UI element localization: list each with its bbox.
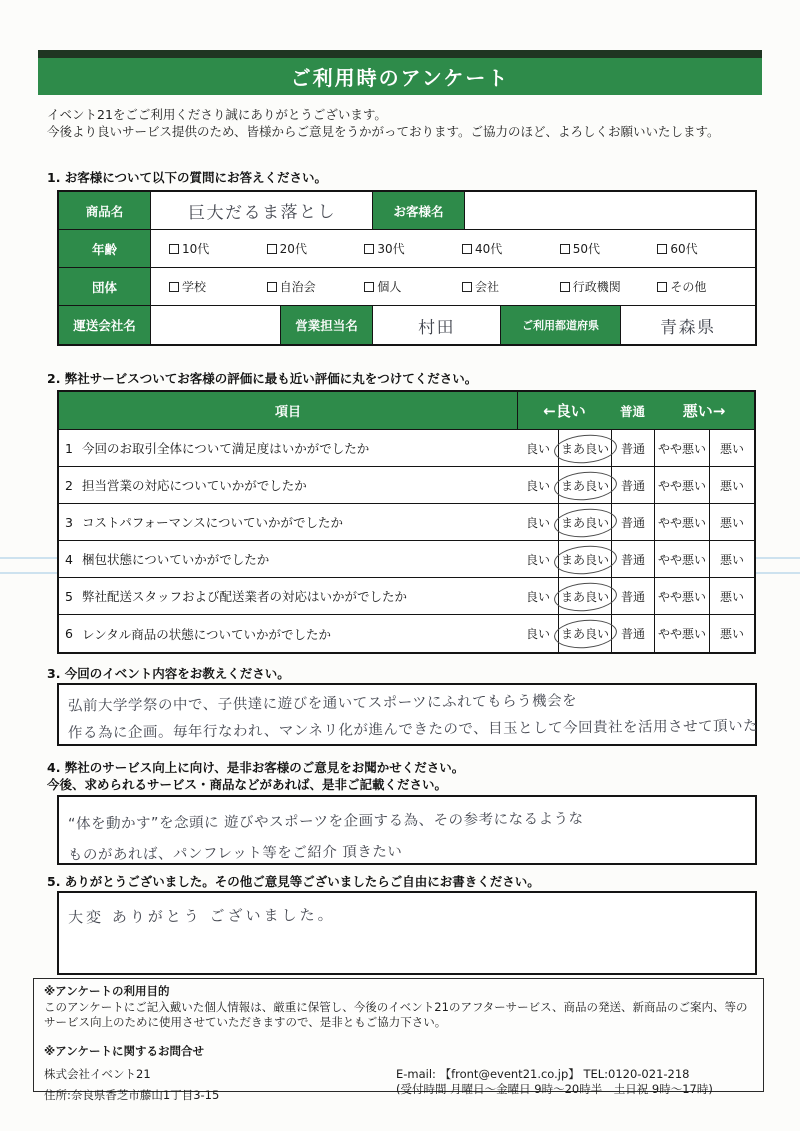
intro-text	[47, 106, 763, 140]
eval-question: コストパフォーマンスについていかがでしたか	[82, 515, 344, 530]
contact-hours: (受付時間 月曜日～金曜日 9時～20時半 土日祝 9時～17時)	[396, 1082, 713, 1096]
rating-fairly-good-circled: まあ良い	[560, 589, 609, 604]
age-option	[657, 240, 755, 257]
group-option	[560, 278, 658, 295]
product-name-row	[59, 192, 755, 230]
group-option-label: 会社	[475, 280, 500, 294]
customer-info-table	[57, 190, 757, 346]
contact-title: ※アンケートに関するお問合せ	[44, 1044, 204, 1058]
purpose-title: ※アンケートの利用目的	[44, 984, 170, 998]
eval-row-number: 2	[65, 477, 73, 493]
age-option	[169, 240, 267, 257]
company-address: 住所:奈良県香芝市藤山1丁目3-15	[44, 1088, 220, 1102]
group-option	[364, 278, 462, 295]
eval-header-bad: 悪い→	[682, 402, 726, 420]
rating-bad: 悪い	[719, 552, 744, 567]
rating-bad: 悪い	[719, 478, 744, 493]
group-option	[267, 278, 365, 295]
rating-bad: 悪い	[719, 589, 744, 604]
age-options	[151, 230, 755, 267]
group-row	[59, 268, 755, 306]
sales-rep-label: 営業担当名	[281, 306, 373, 344]
shipping-company-label: 運送会社名	[59, 306, 151, 344]
eval-header-normal: 普通	[619, 403, 645, 419]
sales-rep-field	[373, 306, 501, 344]
contact-email: E-mail: 【front@event21.co.jp】 TEL:0120-021-218	[396, 1067, 690, 1081]
product-name-field	[151, 192, 373, 229]
eval-row-number: 6	[65, 626, 73, 641]
checkbox-icon	[462, 244, 472, 254]
rating-good: 良い	[525, 627, 550, 641]
rating-somewhat-bad: やや悪い	[657, 627, 706, 641]
eval-question: レンタル商品の状態についていかがでしたか	[82, 626, 331, 642]
age-option-label: 60代	[670, 242, 698, 256]
intro-line-2: 今後より良いサービス提供のため、皆様からご意見をうかがっております。ご協力のほど、よろしくお願いいたします。	[47, 124, 720, 139]
age-option	[267, 240, 365, 257]
checkbox-icon	[560, 244, 570, 254]
sales-rep-handwritten: 村田	[417, 317, 456, 338]
eval-question: 今回のお取引全体について満足度はいかがでしたか	[82, 441, 370, 456]
footer-box	[33, 978, 764, 1102]
rating-normal: 普通	[620, 627, 645, 641]
rating-fairly-good-circled: まあ良い	[560, 552, 609, 567]
rating-normal: 普通	[620, 515, 645, 530]
product-name-handwritten: 巨大だるま落とし	[187, 202, 336, 224]
purpose-body: このアンケートにご記入戴いた個人情報は、厳重に保管し、今後のイベント21のアフターサービス、商品の発送、新商品のご案内、等のサービス向上のために使用させていただきますので、是非ともご協力下さい。	[44, 1000, 748, 1029]
checkbox-icon	[364, 282, 374, 292]
shipping-company-field	[151, 306, 281, 344]
contact-left-column	[44, 1067, 396, 1103]
age-option	[364, 240, 462, 257]
group-option-label: 行政機関	[572, 280, 621, 294]
eval-row-number: 5	[65, 588, 73, 604]
customer-name-field	[465, 192, 755, 229]
section-1-heading: 1. お客様について以下の質問にお答えください。	[47, 170, 328, 185]
event-description-box	[57, 683, 757, 746]
eval-row-number: 4	[65, 551, 73, 567]
group-option-label: 自治会	[279, 280, 316, 294]
age-option	[462, 240, 560, 257]
rating-fairly-good-circled: まあ良い	[560, 515, 609, 530]
prefecture-handwritten: 青森県	[660, 317, 716, 338]
group-label: 団体	[59, 268, 151, 305]
section-5-heading: 5. ありがとうございました。その他ご意見等ございましたらご自由にお書きください。	[47, 874, 540, 889]
rating-somewhat-bad: やや悪い	[657, 552, 706, 567]
age-option-label: 10代	[182, 242, 210, 256]
eval-row-3	[59, 504, 754, 541]
evaluation-header	[59, 392, 754, 430]
service-feedback-box	[57, 795, 757, 865]
rating-somewhat-bad: やや悪い	[657, 441, 706, 456]
rating-bad: 悪い	[719, 441, 744, 456]
rating-normal: 普通	[620, 589, 645, 604]
service-feedback-line-2: ものがあれば、パンフレット等をご紹介 頂きたい	[67, 844, 403, 864]
age-option	[560, 240, 658, 257]
prefecture-field	[621, 306, 755, 344]
group-option	[657, 278, 755, 295]
group-option-label: 学校	[182, 280, 207, 294]
section-4-heading-line-2: 今後、求められるサービス・商品などがあれば、是非ご記載ください。	[47, 777, 448, 792]
shipping-row	[59, 306, 755, 344]
rating-fairly-good-circled: まあ良い	[560, 478, 609, 493]
rating-somewhat-bad: やや悪い	[657, 478, 706, 493]
section-4-heading-line-1: 4. 弊社のサービス向上に向け、是非お客様のご意見をお聞かせください。	[47, 760, 465, 775]
customer-name-label: お客様名	[373, 192, 465, 229]
rating-fairly-good-circled: まあ良い	[560, 627, 609, 641]
group-option-label: 個人	[377, 280, 402, 294]
eval-row-2	[59, 467, 754, 504]
checkbox-icon	[657, 282, 667, 292]
service-feedback-line-1: “体を動かす”を念頭に 遊びやスポーツを企画する為、その参考になるような	[67, 811, 584, 833]
checkbox-icon	[462, 282, 472, 292]
group-options	[151, 268, 755, 305]
rating-good: 良い	[525, 589, 550, 604]
eval-header-item: 項目	[59, 392, 518, 429]
group-option	[169, 278, 267, 295]
group-option	[462, 278, 560, 295]
rating-normal: 普通	[620, 441, 645, 456]
event-description-line-2: 作る為に企画。毎年行なわれ、マンネリ化が進んできたので、目玉として今回貴社を活用させて頂いた	[67, 718, 759, 742]
group-option-label: その他	[670, 280, 707, 294]
age-option-label: 50代	[572, 242, 600, 256]
eval-row-number: 3	[65, 514, 73, 530]
eval-row-6	[59, 615, 754, 652]
rating-somewhat-bad: やや悪い	[657, 515, 706, 530]
section-3-heading: 3. 今回のイベント内容をお教えください。	[47, 666, 290, 681]
rating-fairly-good-circled: まあ良い	[560, 441, 609, 456]
product-name-label: 商品名	[59, 192, 151, 229]
rating-bad: 悪い	[719, 627, 744, 641]
checkbox-icon	[364, 244, 374, 254]
eval-question: 弊社配送スタッフおよび配送業者の対応はいかがでしたか	[82, 589, 408, 604]
rating-normal: 普通	[620, 478, 645, 493]
rating-good: 良い	[525, 515, 550, 530]
company-name: 株式会社イベント21	[44, 1067, 151, 1081]
eval-question: 担当営業の対応についていかがでしたか	[82, 478, 307, 493]
eval-row-number: 1	[65, 440, 73, 456]
rating-somewhat-bad: やや悪い	[657, 589, 706, 604]
checkbox-icon	[560, 282, 570, 292]
rating-good: 良い	[525, 552, 550, 567]
free-comment-handwritten: 大変 ありがとう ございました。	[67, 905, 336, 927]
rating-bad: 悪い	[719, 515, 744, 530]
checkbox-icon	[267, 244, 277, 254]
checkbox-icon	[169, 244, 179, 254]
eval-row-4	[59, 541, 754, 578]
evaluation-table	[57, 390, 756, 654]
age-row	[59, 230, 755, 268]
eval-row-1	[59, 430, 754, 467]
checkbox-icon	[267, 282, 277, 292]
age-option-label: 20代	[279, 242, 307, 256]
rating-good: 良い	[525, 441, 550, 456]
checkbox-icon	[657, 244, 667, 254]
age-label: 年齢	[59, 230, 151, 267]
eval-row-5	[59, 578, 754, 615]
title-bar	[38, 50, 762, 95]
contact-right-column	[396, 1067, 753, 1103]
age-option-label: 40代	[475, 242, 503, 256]
contact-info	[44, 1067, 753, 1103]
age-option-label: 30代	[377, 242, 405, 256]
rating-good: 良い	[525, 478, 550, 493]
rating-normal: 普通	[620, 552, 645, 567]
section-2-heading: 2. 弊社サービスついてお客様の評価に最も近い評価に丸をつけてください。	[47, 371, 478, 386]
eval-header-good: ←良い	[543, 402, 586, 420]
intro-line-1: イベント21をごご利用くださり誠にありがとうございます。	[47, 107, 387, 122]
prefecture-label: ご利用都道府県	[501, 306, 621, 344]
free-comments-box	[57, 891, 757, 975]
page-title: ご利用時のアンケート	[290, 66, 510, 90]
checkbox-icon	[169, 282, 179, 292]
event-description-line-1: 弘前大学学祭の中で、子供達に遊びを通いてスポーツにふれてもらう機会を	[67, 693, 578, 715]
eval-question: 梱包状態についていかがでしたか	[82, 552, 270, 567]
